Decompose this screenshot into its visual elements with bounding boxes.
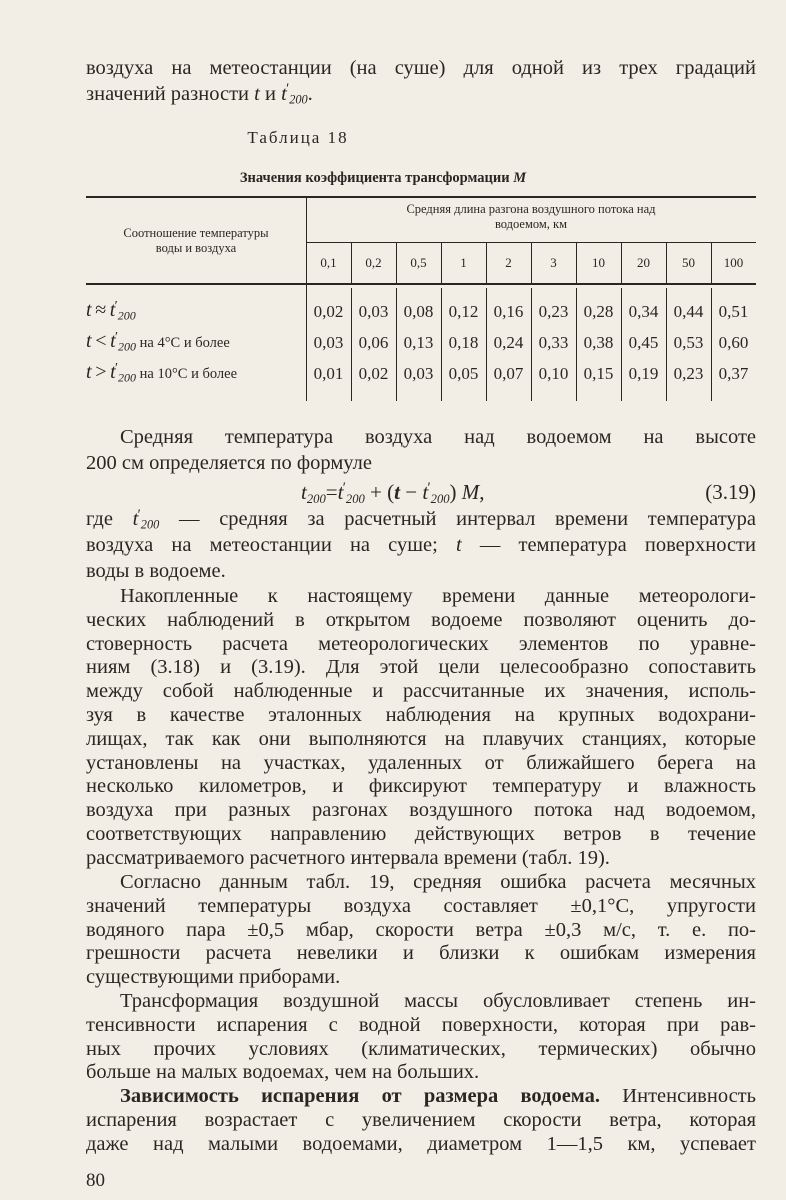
equation-number: (3.19) [705,480,756,504]
row-label: $t > t'_{200}$ на 10°C и более [86,360,238,385]
table-cell: 0,51 [718,302,749,321]
table-cell: 0,15 [583,364,614,383]
text-line: ниям (3.18) и (3.19). Для этой цели целесообразно сопоставить [86,656,756,679]
text-line: 200 см определяется по формуле [86,451,372,474]
text-line: тенсивности испарения с водной поверхности, которая при рав- [86,1013,756,1036]
text-line: даже над малыми водоемами, диаметром 1—1,5 км, успевает [86,1132,756,1155]
paragraph [86,425,756,477]
text-line: между собой наблюденные и рассчитанные их значения, исполь- [86,680,756,703]
column-header: 2 [505,255,512,270]
text-line: существующими приборами. [86,966,341,989]
row-label: $t < t'_{200}$ на 4°C и более [86,329,230,354]
column-header: 100 [723,255,744,270]
column-header: 1 [460,255,467,270]
table-cell: 0,16 [493,302,524,321]
text-line: значений температуры воздуха составляет ±0,1°С, упругости [86,894,756,917]
table-cell: 0,33 [538,333,569,352]
text-line: где $t'_{200}$ — средняя за расчетный интервал времени температура [86,506,757,532]
text-line: соответствующих направлению действующих ветров в течение [86,822,756,845]
table-cell: 0,28 [583,302,614,321]
table-cell: 0,03 [403,364,434,383]
paragraph [86,990,756,1085]
table-cell: 0,60 [718,333,749,352]
table-cell: 0,03 [358,302,389,321]
column-header: 0,1 [320,255,337,270]
column-header: 0,5 [410,255,427,270]
table-cell: 0,23 [673,364,704,383]
text-line: испарения возрастает с увеличением скорости ветра, которая [86,1108,756,1131]
column-header: 10 [592,255,605,270]
table-title: Значения коэффициента трансформации M [239,170,527,186]
text-line: рассматриваемого расчетного интервала времени (табл. 19). [86,846,610,869]
table-cell: 0,12 [448,302,479,321]
text-line: Накопленные к настоящему времени данные метеорологи- [120,585,756,607]
group-header: Средняя длина разгона воздушного потока над водоемом, км [406,202,656,231]
table-cell: 0,37 [718,364,749,383]
text-line: несколько километров, и фиксируют температуру и влажность [86,775,756,798]
table-cell: 0,24 [493,333,524,352]
text-line: стоверность расчета метеорологических элементов по уравне- [86,632,756,655]
formula-expression: $t_{200}=t'_{200} + (t - t'_{200})$ M, [301,480,485,506]
text-line: водяного пара ±0,5 мбар, скорости ветра ±0,3 м/с, т. е. по- [86,918,756,941]
text-line: воздуха на метеостанции (на суше) для одной из трех градаций [86,57,756,79]
text-line: Зависимость испарения от размера водоема. Интенсивность [120,1085,756,1107]
text-line: значений разности t и $t'_{200}$. [86,81,313,107]
text-line: воды в водоеме. [86,559,226,582]
text-line: Трансформация воздушной массы обусловливает степень ин- [120,990,756,1012]
table-cell: 0,03 [313,333,344,352]
text-line: зуя в качестве эталонных наблюдения на крупных водохрани- [86,703,756,726]
text-line: лищах, так как они выполняются на плавучих станциях, которые [86,727,756,750]
paragraph [86,1085,756,1156]
table-cell: 0,44 [673,302,704,321]
table-cell: 0,01 [313,364,344,383]
text-line: ческих наблюдений в открытом водоеме позволяют оценить до- [86,608,756,631]
text-line: воздуха при разных разгонах воздушного потока над водоемом, [86,799,756,822]
paragraph [86,585,756,871]
table-cell: 0,23 [538,302,569,321]
table-cell: 0,38 [583,333,614,352]
table-cell: 0,53 [673,333,704,352]
paragraph [86,507,756,584]
column-header: 20 [637,255,650,270]
paragraph [86,871,756,990]
transformation-coefficient-table [86,196,756,406]
column-header: 50 [682,255,695,270]
page-number: 80 [86,1170,105,1191]
text-line: больше на малых водоемах, чем на больших. [86,1061,480,1084]
table-cell: 0,05 [448,364,479,383]
text-line: Согласно данным табл. 19, средняя ошибка расчета месячных [120,871,756,893]
table-cell: 0,06 [358,333,389,352]
table-cell: 0,02 [313,302,344,321]
table-cell: 0,02 [358,364,389,383]
table-cell: 0,19 [628,364,659,383]
column-header: 0,2 [365,255,382,270]
formula-3-19 [86,479,756,505]
table-cell: 0,07 [493,364,524,383]
section-heading: Зависимость испарения от размера водоема. [120,1085,601,1107]
text-line: ных прочих условиях (климатических, термических) обычно [86,1037,756,1060]
row-label: $t \approx t'_{200}$ [86,298,136,323]
table-cell: 0,34 [628,302,659,321]
table-cell: 0,08 [403,302,434,321]
text-line: Средняя температура воздуха над водоемом на высоте [120,426,756,448]
table-number: Таблица 18 [247,128,349,147]
column-header: 3 [550,255,557,270]
table-cell: 0,45 [628,333,659,352]
text-line: воздуха на метеостанции на суше; t — температура поверхности [86,533,756,556]
table-cell: 0,10 [538,364,569,383]
table-top-rule [86,196,756,198]
text-line: грешности расчета невелики и близки к ошибкам измерения [86,942,756,965]
table-cell: 0,18 [448,333,479,352]
table-header-rule [86,283,756,285]
intro-paragraph [86,56,756,108]
table-cell: 0,13 [403,333,434,352]
row-header: Соотношение температуры воды и воздуха [123,226,269,255]
text-line: установлены на участках, удаленных от ближайшего берега на [86,751,756,774]
